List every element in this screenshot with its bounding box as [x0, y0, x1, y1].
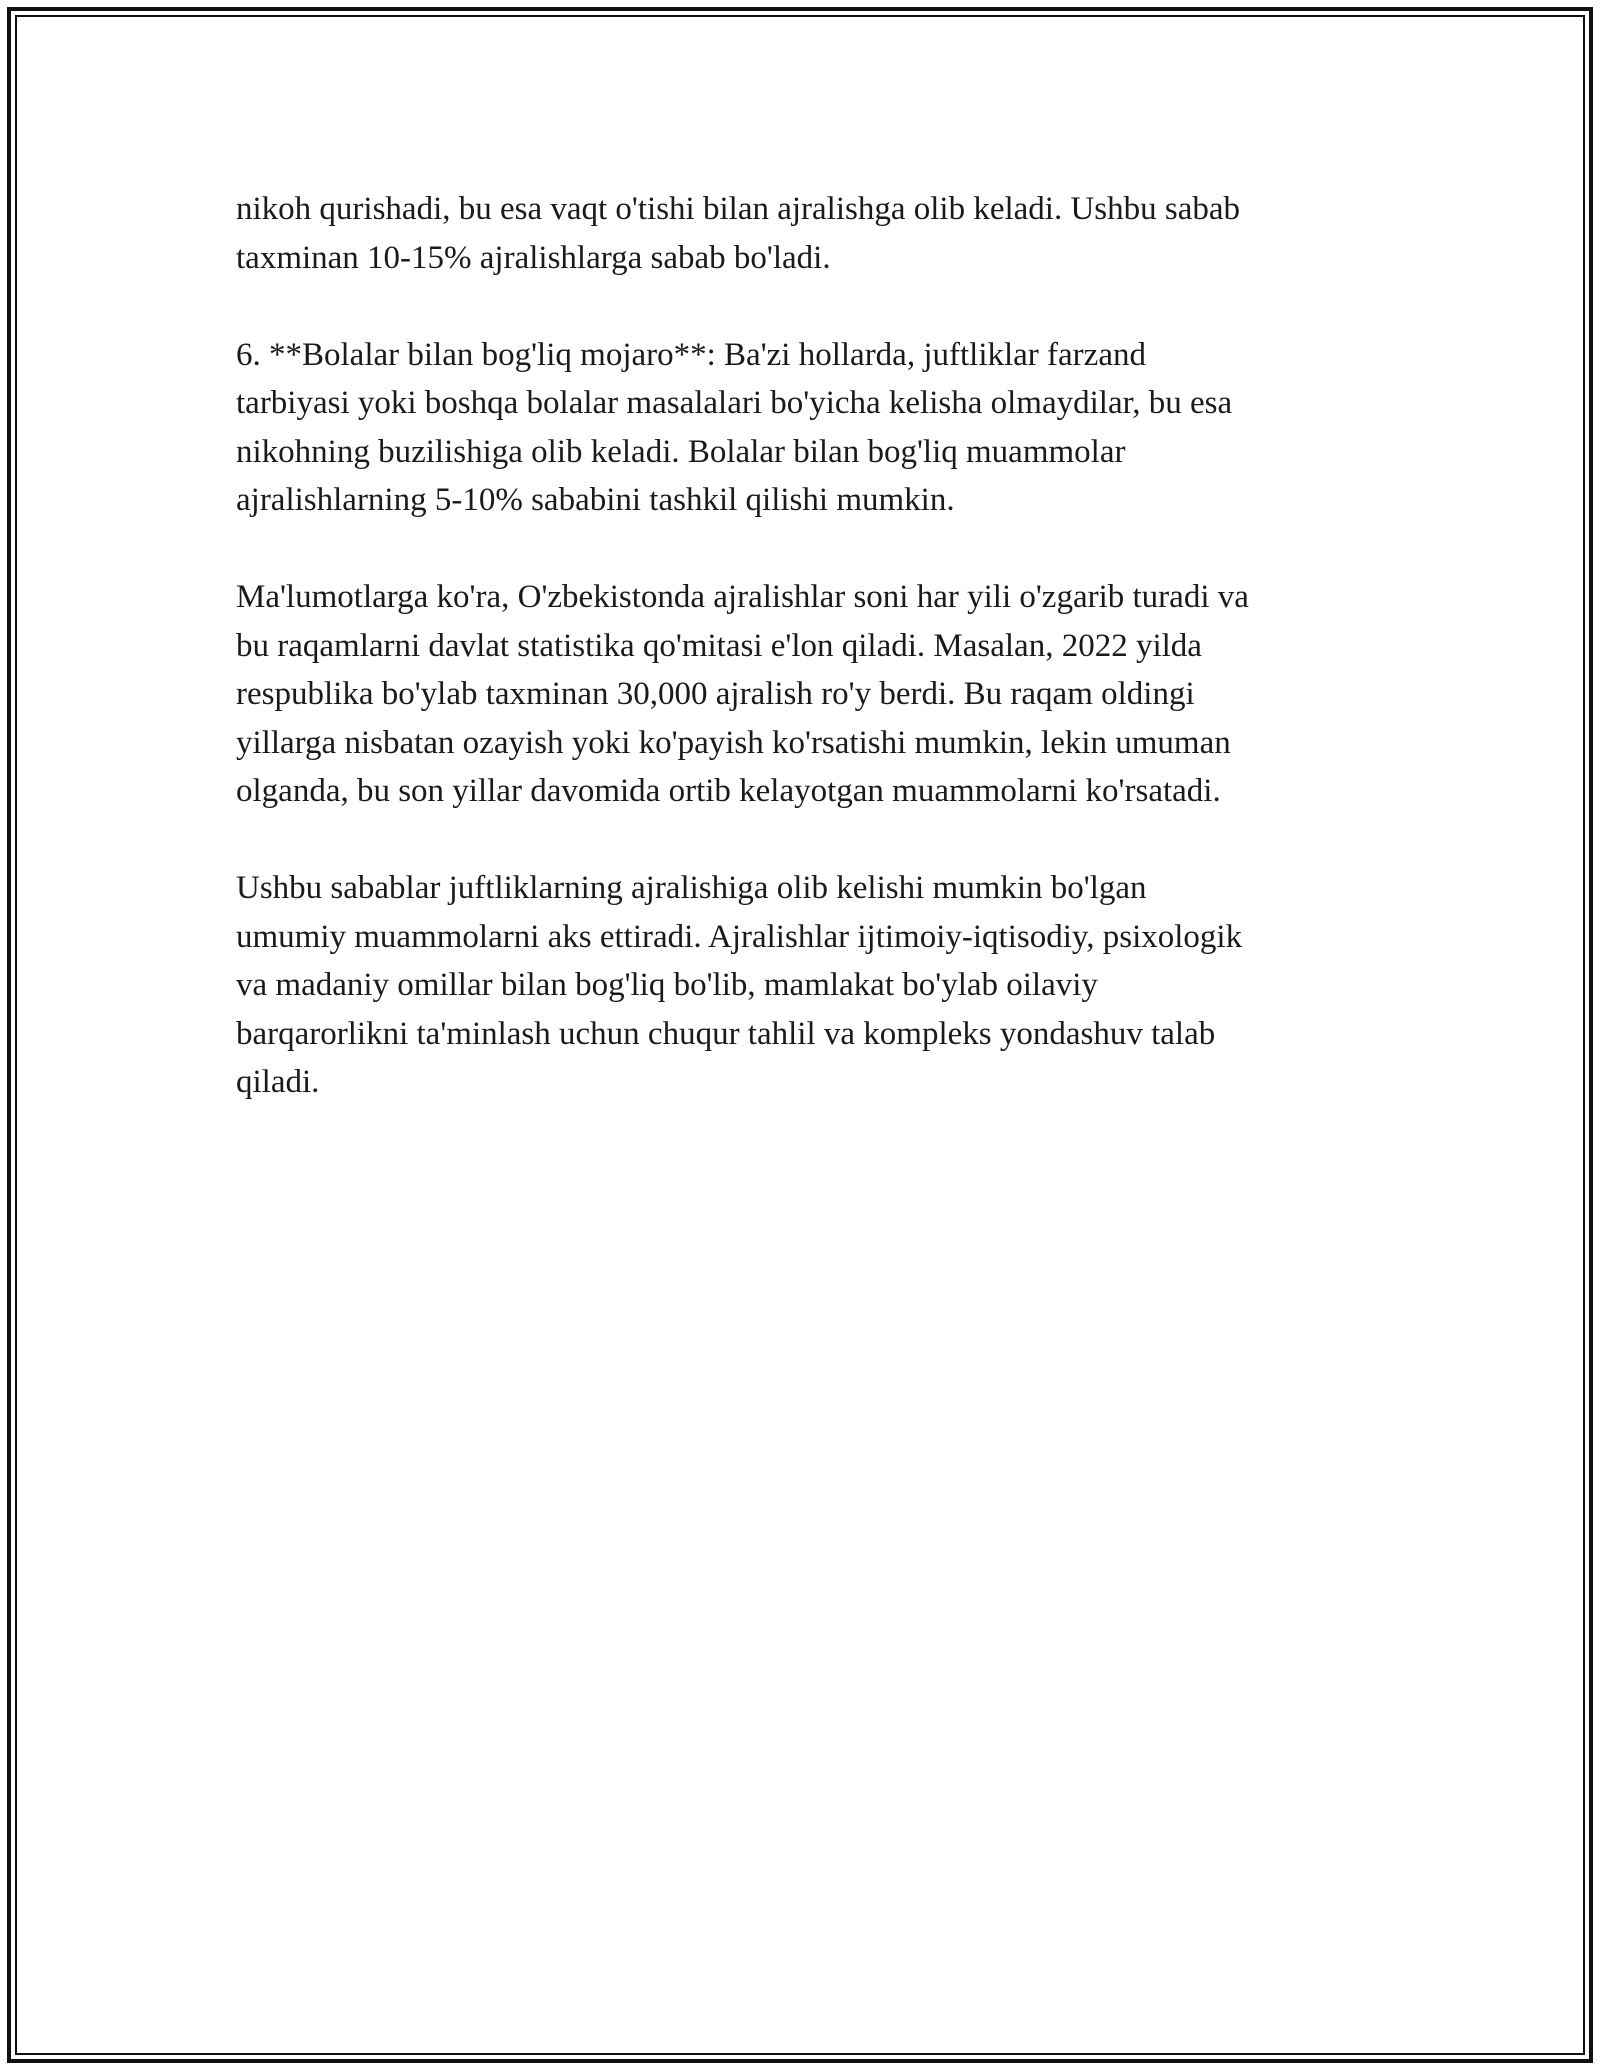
- paragraph-4: [236, 864, 1376, 1107]
- document-body: [236, 185, 1376, 1155]
- text-line: tarbiyasi yoki boshqa bolalar masalalari bo'yicha kelisha olmaydilar, bu esa: [236, 385, 1233, 421]
- text-line: nikohning buzilishiga olib keladi. Bolalar bilan bog'liq muammolar: [236, 433, 1126, 470]
- text-line: olganda, bu son yillar davomida ortib kelayotgan muammolarni ko'rsatadi.: [236, 773, 1221, 809]
- paragraph-2: [236, 331, 1376, 525]
- text-line: yillarga nisbatan ozayish yoki ko'payish ko'rsatishi mumkin, lekin umuman: [236, 724, 1231, 761]
- text-line: ajralishlarning 5-10% sababini tashkil qilishi mumkin.: [236, 482, 955, 518]
- text-line: taxminan 10-15% ajralishlarga sabab bo'ladi.: [236, 239, 831, 276]
- text-line: Ushbu sabablar juftliklarning ajralishiga olib kelishi mumkin bo'lgan: [236, 870, 1147, 906]
- paragraph-1: [236, 185, 1376, 282]
- text-line: va madaniy omillar bilan bog'liq bo'lib, mamlakat bo'ylab oilaviy: [236, 967, 1098, 1003]
- text-line: bu raqamlarni davlat statistika qo'mitasi e'lon qiladi. Masalan, 2022 yilda: [236, 627, 1202, 664]
- paragraph-3: [236, 573, 1376, 816]
- text-line: 6. **Bolalar bilan bog'liq mojaro**: Ba'zi hollarda, juftliklar farzand: [236, 336, 1146, 373]
- text-line: respublika bo'ylab taxminan 30,000 ajralish ro'y berdi. Bu raqam oldingi: [236, 676, 1195, 712]
- text-line: Ma'lumotlarga ko'ra, O'zbekistonda ajralishlar soni har yili o'zgarib turadi va: [236, 579, 1249, 615]
- text-line: umumiy muammolarni aks ettiradi. Ajralishlar ijtimoiy-iqtisodiy, psixologik: [236, 918, 1243, 955]
- text-line: qiladi.: [236, 1064, 320, 1100]
- text-line: barqarorlikni ta'minlash uchun chuqur tahlil va kompleks yondashuv talab: [236, 1015, 1216, 1052]
- text-line: nikoh qurishadi, bu esa vaqt o'tishi bilan ajralishga olib keladi. Ushbu sabab: [236, 191, 1241, 227]
